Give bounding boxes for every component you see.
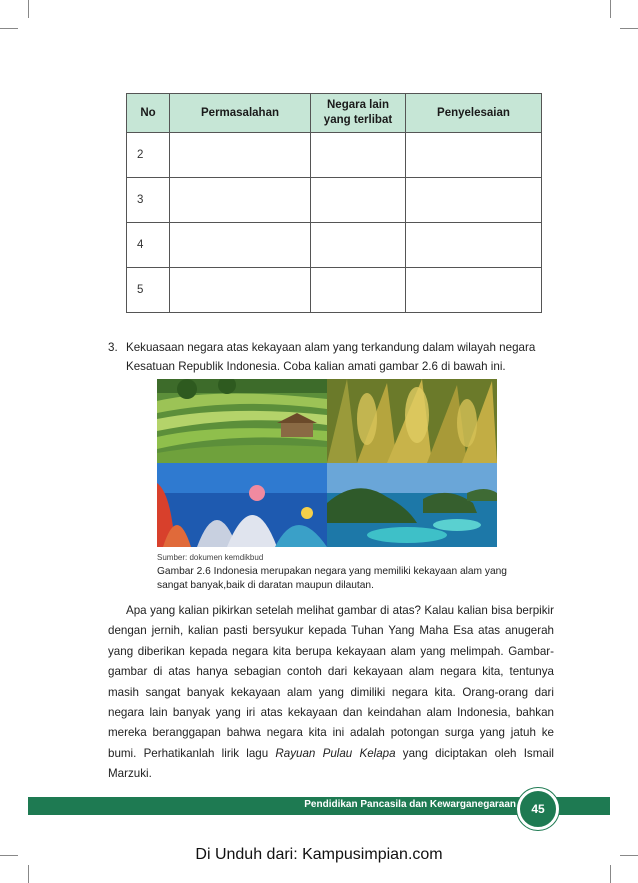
figure-source: Sumber: dokumen kemdikbud <box>157 553 264 562</box>
table-row <box>127 223 542 268</box>
cell-penyelesaian[interactable] <box>406 133 542 178</box>
song-title: Rayuan Pulau Kelapa <box>275 746 396 760</box>
question-text: Kekuasaan negara atas kekayaan alam yang terkandung dalam wilayah negara Kesatuan Republik Indonesia. Coba kalian amati gambar 2.6 di bawah ini. <box>126 341 536 373</box>
island-sea-photo <box>327 463 497 547</box>
table-row <box>127 133 542 178</box>
rice-plant-photo <box>327 379 497 463</box>
download-note[interactable]: Di Unduh dari: Kampusimpian.com <box>195 846 443 863</box>
row-number: 5 <box>127 268 170 313</box>
cell-penyelesaian[interactable] <box>406 178 542 223</box>
header-penyelesaian: Penyelesaian <box>406 94 542 133</box>
cell-negara-lain[interactable] <box>311 223 406 268</box>
header-no: No <box>127 94 170 133</box>
cell-negara-lain[interactable] <box>311 133 406 178</box>
row-number: 3 <box>127 178 170 223</box>
cell-permasalahan[interactable] <box>170 133 311 178</box>
header-permasalahan: Permasalahan <box>170 94 311 133</box>
crop-mark <box>620 28 638 29</box>
cell-penyelesaian[interactable] <box>406 268 542 313</box>
question-number: 3. <box>108 341 118 354</box>
crop-mark <box>610 0 611 18</box>
figure-caption: Gambar 2.6 Indonesia merupakan negara yang memiliki kekayaan alam yang sangat banyak,baik di daratan maupun dilautan. <box>157 566 507 591</box>
crop-mark <box>610 865 611 883</box>
cell-permasalahan[interactable] <box>170 178 311 223</box>
header-negara-lain-line1: Negara lain <box>327 99 389 111</box>
crop-mark <box>28 865 29 883</box>
question-3 <box>108 338 548 376</box>
crop-mark <box>0 28 18 29</box>
page-number: 45 <box>517 788 559 830</box>
cell-permasalahan[interactable] <box>170 268 311 313</box>
coral-reef-photo <box>157 463 327 547</box>
cell-permasalahan[interactable] <box>170 223 311 268</box>
cell-negara-lain[interactable] <box>311 178 406 223</box>
table-row <box>127 178 542 223</box>
cell-penyelesaian[interactable] <box>406 223 542 268</box>
crop-mark <box>28 0 29 18</box>
header-negara-lain <box>311 94 406 133</box>
cell-negara-lain[interactable] <box>311 268 406 313</box>
table-row <box>127 268 542 313</box>
header-negara-lain-line2: yang terlibat <box>323 114 393 126</box>
row-number: 4 <box>127 223 170 268</box>
figure-2-6-collage <box>157 379 497 547</box>
row-number: 2 <box>127 133 170 178</box>
body-paragraph <box>108 601 554 785</box>
body-text-end: yang diciptakan oleh Ismail Marzuki. <box>108 746 554 781</box>
rice-terrace-photo <box>157 379 327 463</box>
footer-book-title: Pendidikan Pancasila dan Kewarganegaraan <box>304 799 516 810</box>
table-header-row <box>127 94 542 133</box>
worksheet-table <box>126 93 542 313</box>
body-text: Apa yang kalian pikirkan setelah melihat gambar di atas? Kalau kalian bisa berpikir dengan jernih, kalian pasti bersyukur kepada Tuhan Yang Maha Esa atas anugerah yang diberikan kepada negara kita berupa kekayaan alam yang melimpah. Gambar-gambar di atas hanya sebagian contoh dari kekayaan alam negara kita, tentunya masih sangat banyak kekayaan alam yang dimiliki negara kita. Orang-orang dari negara lain banyak yang iri atas kekayaan dan keindahan alam Indonesia, bahkan mereka beranggapan bahwa negara kita ini adalah potongan surga yang jatuh ke bumi. Perhatikanlah lirik lagu <box>108 604 554 760</box>
